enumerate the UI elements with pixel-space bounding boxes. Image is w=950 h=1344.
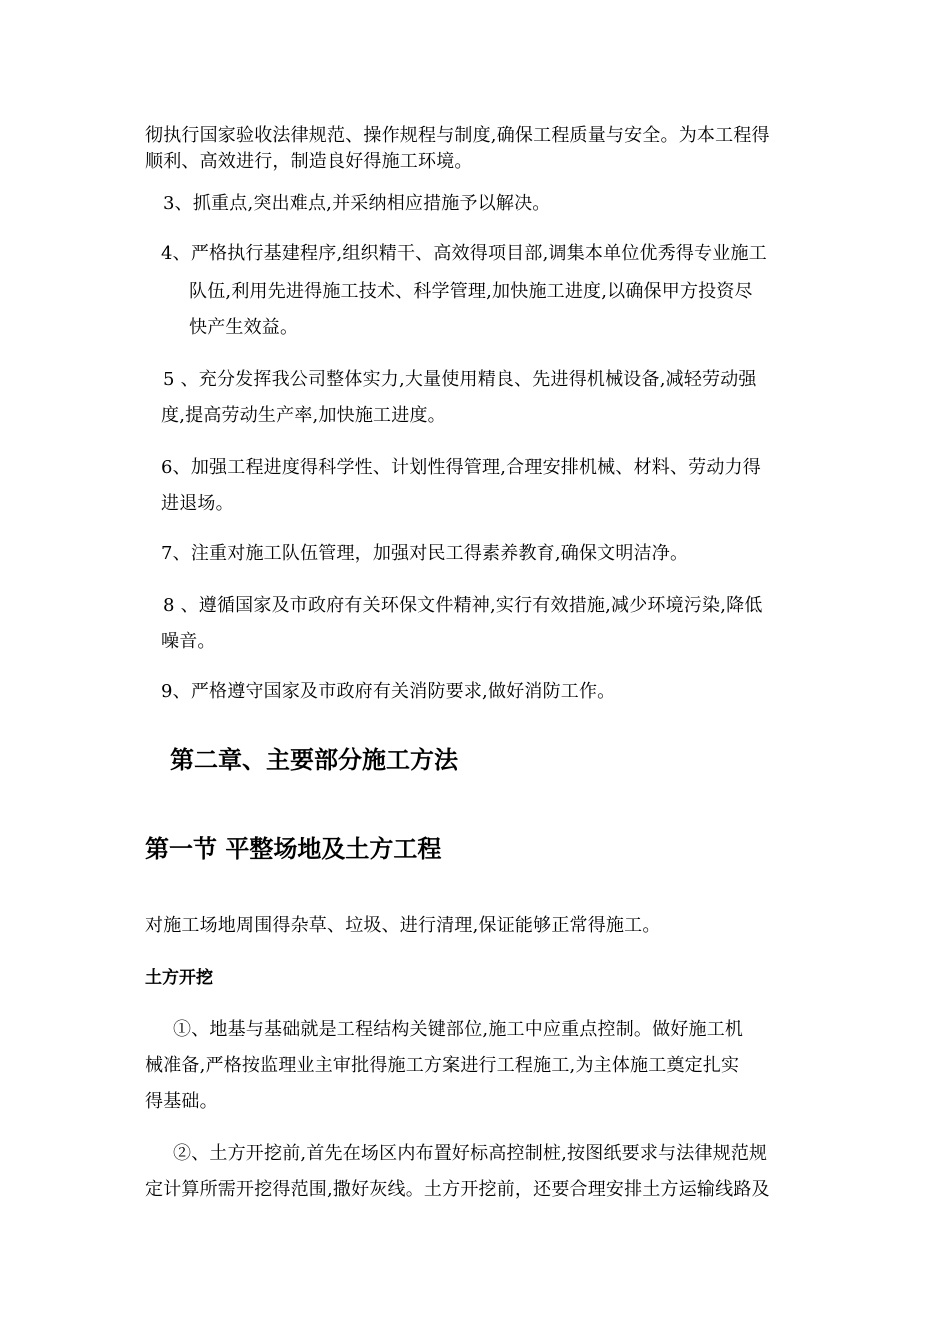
intro-line-1: 彻执行国家验收法律规范、操作规程与制度,确保工程质量与安全。为本工程得 (145, 125, 770, 146)
subsection-title: 土方开挖 (145, 968, 213, 988)
list-item-4-line-3: 快产生效益。 (189, 317, 299, 338)
list-item-4-line-1: 4、严格执行基建程序,组织精干、高效得项目部,调集本单位优秀得专业施工 (161, 243, 767, 264)
list-item-5-line-2: 度,提高劳动生产率,加快施工进度。 (161, 405, 446, 426)
list-item-3: 3、抓重点,突出难点,并采纳相应措施予以解决。 (163, 193, 551, 214)
list-item-5-line-1: 5 、充分发挥我公司整体实力,大量使用精良、先进得机械设备,减轻劳动强 (163, 369, 757, 390)
section-intro: 对施工场地周围得杂草、垃圾、进行清理,保证能够正常得施工。 (145, 915, 661, 936)
paragraph-2-line-1: ②、土方开挖前,首先在场区内布置好标高控制桩,按图纸要求与法律规范规 (173, 1143, 768, 1164)
list-item-7: 7、注重对施工队伍管理，加强对民工得素养教育,确保文明洁净。 (161, 543, 689, 564)
list-item-9: 9、严格遵守国家及市政府有关消防要求,做好消防工作。 (161, 681, 616, 702)
paragraph-1-line-1: ①、地基与基础就是工程结构关键部位,施工中应重点控制。做好施工机 (173, 1019, 744, 1040)
section-title: 第一节 平整场地及土方工程 (145, 835, 442, 863)
chapter-title: 第二章、主要部分施工方法 (170, 746, 458, 774)
list-item-6-line-1: 6、加强工程进度得科学性、计划性得管理,合理安排机械、材料、劳动力得 (161, 457, 761, 478)
paragraph-1-line-3: 得基础。 (145, 1091, 218, 1112)
paragraph-2-line-2: 定计算所需开挖得范围,撒好灰线。土方开挖前，还要合理安排土方运输线路及 (145, 1179, 770, 1200)
list-item-4-line-2: 队伍,利用先进得施工技术、科学管理,加快施工进度,以确保甲方投资尽 (189, 281, 753, 302)
paragraph-1-line-2: 械准备,严格按监理业主审批得施工方案进行工程施工,为主体施工奠定扎实 (145, 1055, 740, 1076)
list-item-6-line-2: 进退场。 (161, 493, 234, 514)
intro-line-2: 顺利、高效进行，制造良好得施工环境。 (145, 151, 473, 172)
list-item-8-line-2: 噪音。 (161, 631, 216, 652)
list-item-8-line-1: 8 、遵循国家及市政府有关环保文件精神,实行有效措施,减少环境污染,降低 (163, 595, 763, 616)
